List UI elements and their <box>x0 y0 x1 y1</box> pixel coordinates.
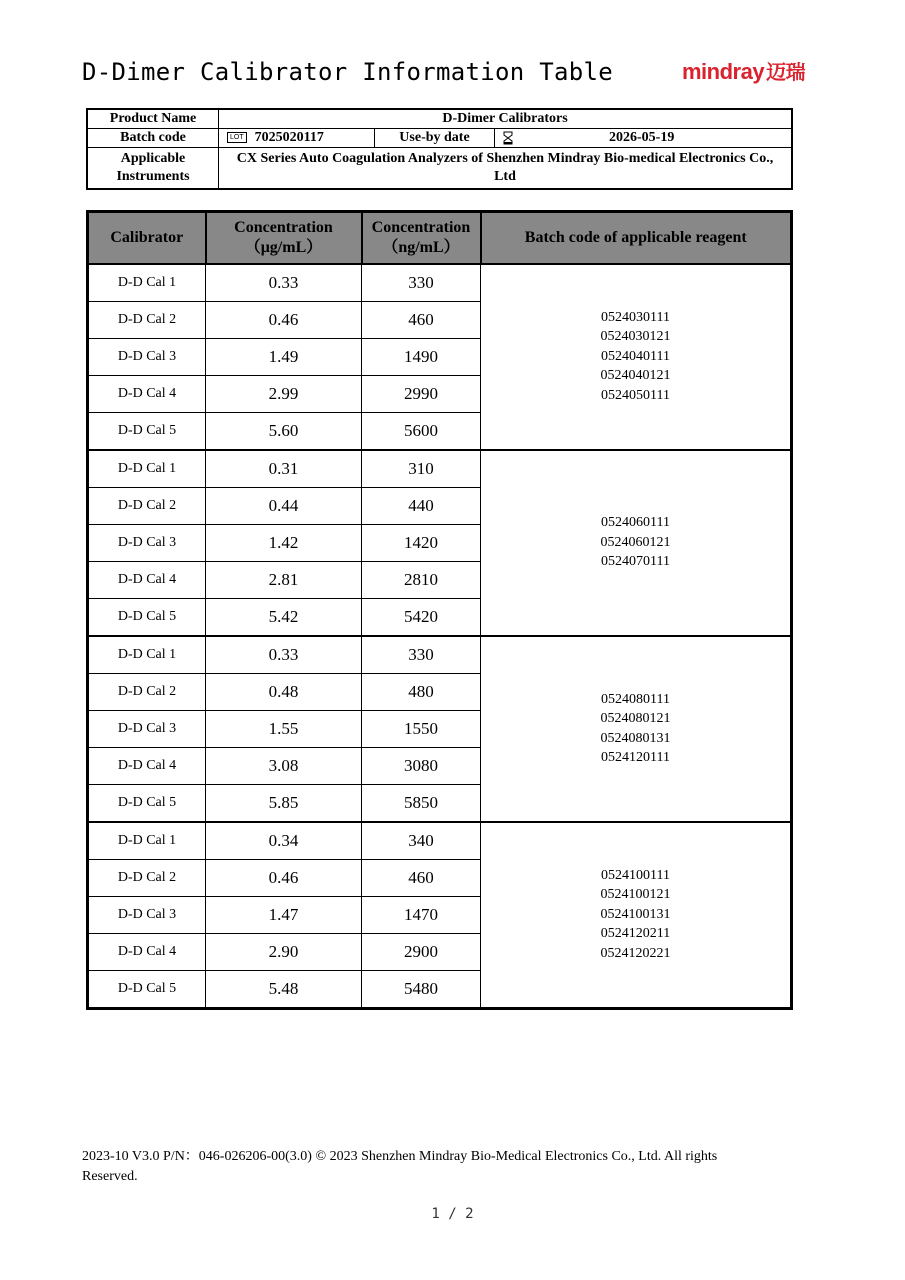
concentration-ng-cell: 5480 <box>362 970 481 1008</box>
calibrator-name-cell: D-D Cal 2 <box>88 301 206 338</box>
calibrator-name-cell: D-D Cal 2 <box>88 673 206 710</box>
concentration-ug-cell: 1.42 <box>206 524 362 561</box>
instruments-row <box>87 148 792 190</box>
header-reagent-batch: Batch code of applicable reagent <box>481 212 792 264</box>
calibrator-name-cell: D-D Cal 3 <box>88 896 206 933</box>
concentration-ug-cell: 0.34 <box>206 822 362 860</box>
calibrator-table-body <box>88 264 792 1009</box>
concentration-ug-cell: 1.49 <box>206 338 362 375</box>
use-by-value: 2026-05-19 <box>609 130 675 145</box>
reagent-batch-code: 0524080121 <box>600 711 671 726</box>
concentration-ug-cell: 0.33 <box>206 264 362 302</box>
calibrator-name-cell: D-D Cal 3 <box>88 338 206 375</box>
concentration-ng-cell: 1420 <box>362 524 481 561</box>
concentration-ug-cell: 5.48 <box>206 970 362 1008</box>
reagent-batch-cell <box>481 450 792 636</box>
concentration-ug-cell: 1.47 <box>206 896 362 933</box>
reagent-batch-code: 0524030111 <box>601 309 670 325</box>
use-by-label: Use-by date <box>375 129 495 148</box>
batch-code-row <box>87 129 792 148</box>
table-row <box>88 636 792 674</box>
concentration-ng-cell: 440 <box>362 487 481 524</box>
concentration-ng-cell: 2810 <box>362 561 481 598</box>
calibrator-name-cell: D-D Cal 2 <box>88 859 206 896</box>
concentration-ng-cell: 5420 <box>362 598 481 636</box>
reagent-batch-code: 0524080111 <box>601 691 670 707</box>
calibrator-name-cell: D-D Cal 4 <box>88 747 206 784</box>
calibrator-name-cell: D-D Cal 2 <box>88 487 206 524</box>
calibrator-name-cell: D-D Cal 5 <box>88 598 206 636</box>
footer <box>82 1147 812 1187</box>
calibrator-name-cell: D-D Cal 5 <box>88 784 206 822</box>
concentration-ug-cell: 5.60 <box>206 412 362 450</box>
table-row <box>88 822 792 860</box>
concentration-ng-cell: 5600 <box>362 412 481 450</box>
concentration-ug-cell: 1.55 <box>206 710 362 747</box>
footer-line-1: 2023-10 V3.0 P/N：046-026206-00(3.0) © 2023 Shenzhen Mindray Bio-Medical Electronics Co., Ltd. All rights <box>82 1149 718 1164</box>
product-name-label: Product Name <box>87 109 219 129</box>
reagent-batch-code: 0524060121 <box>600 534 671 550</box>
logo-text: mindray <box>682 59 765 84</box>
reagent-batch-code: 0524040121 <box>600 368 671 384</box>
reagent-batch-code: 0524100111 <box>601 867 670 883</box>
product-info-table <box>86 108 793 190</box>
calibrator-name-cell: D-D Cal 3 <box>88 710 206 747</box>
lot-symbol-icon: LOT <box>227 132 247 143</box>
concentration-ng-cell: 310 <box>362 450 481 488</box>
reagent-batch-code: 0524050111 <box>601 387 670 403</box>
hourglass-icon <box>503 131 513 145</box>
table-header-row <box>88 212 792 264</box>
header-concentration-ug: Concentration（μg/mL） <box>206 212 362 264</box>
concentration-ug-cell: 5.42 <box>206 598 362 636</box>
header-concentration-ng: Concentration（ng/mL） <box>362 212 481 264</box>
concentration-ug-cell: 5.85 <box>206 784 362 822</box>
concentration-ug-cell: 3.08 <box>206 747 362 784</box>
calibrator-name-cell: D-D Cal 1 <box>88 450 206 488</box>
page-number: 1 / 2 <box>431 1206 474 1222</box>
table-row <box>88 264 792 302</box>
concentration-ug-cell: 0.48 <box>206 673 362 710</box>
reagent-batch-code: 0524040111 <box>601 348 670 364</box>
concentration-ug-cell: 0.46 <box>206 859 362 896</box>
instruments-label: Applicable Instruments <box>87 148 219 190</box>
reagent-batch-code: 0524120211 <box>600 926 671 942</box>
header-calibrator: Calibrator <box>88 212 206 264</box>
brand-logo <box>682 56 805 85</box>
concentration-ug-cell: 0.33 <box>206 636 362 674</box>
concentration-ng-cell: 1550 <box>362 710 481 747</box>
concentration-ng-cell: 5850 <box>362 784 481 822</box>
calibrator-name-cell: D-D Cal 5 <box>88 970 206 1008</box>
table-row <box>88 450 792 488</box>
calibrator-name-cell: D-D Cal 3 <box>88 524 206 561</box>
calibrator-name-cell: D-D Cal 1 <box>88 636 206 674</box>
calibrator-table <box>86 210 793 1010</box>
batch-code-value: 7025020117 <box>254 130 324 145</box>
footer-line-2: Reserved. <box>82 1169 138 1184</box>
concentration-ng-cell: 2990 <box>362 375 481 412</box>
concentration-ng-cell: 460 <box>362 859 481 896</box>
concentration-ng-cell: 460 <box>362 301 481 338</box>
concentration-ug-cell: 0.44 <box>206 487 362 524</box>
reagent-batch-code: 0524120111 <box>601 750 670 765</box>
logo-cn-text: 迈瑞 <box>766 62 806 84</box>
calibrator-name-cell: D-D Cal 4 <box>88 561 206 598</box>
concentration-ng-cell: 480 <box>362 673 481 710</box>
concentration-ug-cell: 0.46 <box>206 301 362 338</box>
reagent-batch-code: 0524080131 <box>600 730 671 746</box>
concentration-ug-cell: 2.99 <box>206 375 362 412</box>
page-title: D-Dimer Calibrator Information Table <box>82 58 613 86</box>
reagent-batch-code: 0524120221 <box>600 945 671 961</box>
reagent-batch-code: 0524100121 <box>600 887 671 903</box>
concentration-ng-cell: 330 <box>362 636 481 674</box>
concentration-ng-cell: 330 <box>362 264 481 302</box>
calibrator-name-cell: D-D Cal 1 <box>88 822 206 860</box>
concentration-ng-cell: 3080 <box>362 747 481 784</box>
product-name-value: D-Dimer Calibrators <box>219 109 793 129</box>
concentration-ug-cell: 0.31 <box>206 450 362 488</box>
concentration-ug-cell: 2.81 <box>206 561 362 598</box>
calibrator-name-cell: D-D Cal 5 <box>88 412 206 450</box>
reagent-batch-cell <box>481 822 792 1009</box>
reagent-batch-cell <box>481 636 792 822</box>
batch-code-cell <box>219 129 375 148</box>
instruments-value: CX Series Auto Coagulation Analyzers of Shenzhen Mindray Bio-medical Electronics Co., Ltd <box>219 148 793 190</box>
product-name-row <box>87 109 792 129</box>
use-by-cell <box>495 129 793 148</box>
concentration-ug-cell: 2.90 <box>206 933 362 970</box>
concentration-ng-cell: 2900 <box>362 933 481 970</box>
calibrator-name-cell: D-D Cal 4 <box>88 375 206 412</box>
reagent-batch-cell <box>481 264 792 450</box>
reagent-batch-code: 0524060111 <box>601 515 670 531</box>
calibrator-name-cell: D-D Cal 1 <box>88 264 206 302</box>
concentration-ng-cell: 340 <box>362 822 481 860</box>
reagent-batch-code: 0524100131 <box>600 906 671 922</box>
calibrator-name-cell: D-D Cal 4 <box>88 933 206 970</box>
batch-code-label: Batch code <box>87 129 219 148</box>
reagent-batch-code: 0524030121 <box>600 329 671 345</box>
reagent-batch-code: 0524070111 <box>601 554 670 570</box>
concentration-ng-cell: 1470 <box>362 896 481 933</box>
concentration-ng-cell: 1490 <box>362 338 481 375</box>
